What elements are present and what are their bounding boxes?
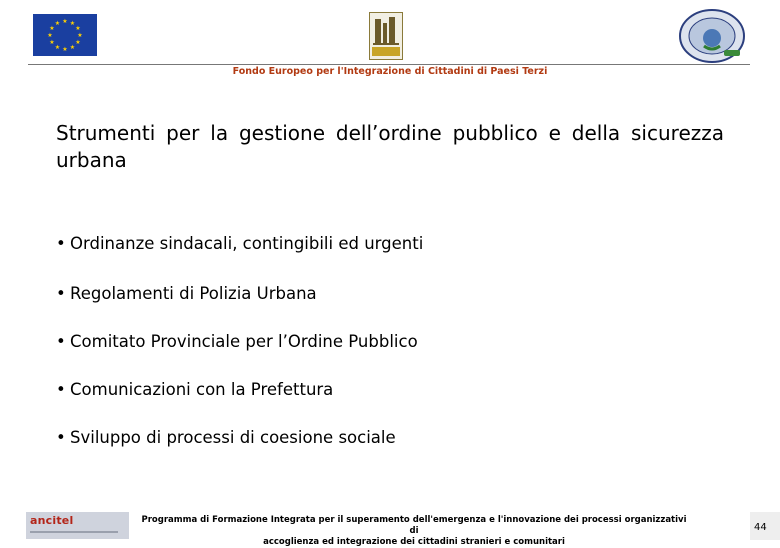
bullet-text: Comitato Provinciale per l’Ordine Pubblico xyxy=(70,332,418,351)
anci-logo-band xyxy=(372,47,400,56)
svg-text:★: ★ xyxy=(77,32,83,39)
svg-text:★: ★ xyxy=(54,44,61,51)
ancitel-logo: ancitel xyxy=(30,514,74,527)
bullet-dot: • xyxy=(56,234,66,253)
slide-title: Strumenti per la gestione dell’ordine pubblico e della sicurezza urbana xyxy=(56,121,724,172)
bullet-text: Ordinanze sindacali, contingibili ed urgenti xyxy=(70,234,424,253)
eu-flag-icon xyxy=(33,14,97,56)
svg-text:★: ★ xyxy=(69,20,76,27)
anci-logo-icon xyxy=(369,12,403,60)
bullet-text: Regolamenti di Polizia Urbana xyxy=(70,284,317,303)
footer-program-text xyxy=(136,515,692,548)
page-number: 44 xyxy=(754,522,767,533)
institutional-seal-icon xyxy=(678,8,746,64)
bullet-text: Sviluppo di processi di coesione sociale xyxy=(70,428,396,447)
bullet-item xyxy=(56,284,317,303)
fund-title: Fondo Europeo per l'Integrazione di Cittadini di Paesi Terzi xyxy=(232,66,548,77)
svg-text:★: ★ xyxy=(62,18,68,25)
svg-text:★: ★ xyxy=(62,46,68,53)
footer-line-1: Programma di Formazione Integrata per il superamento dell'emergenza e l'innovazione dei processi organizzativi di xyxy=(141,515,687,536)
bullet-item xyxy=(56,234,423,253)
bullet-item xyxy=(56,332,418,351)
bullet-item xyxy=(56,428,396,447)
ancitel-logo-tagline-icon xyxy=(30,529,120,537)
svg-text:★: ★ xyxy=(49,25,55,32)
header-divider xyxy=(28,64,750,65)
bullet-dot: • xyxy=(56,380,66,399)
bullet-dot: • xyxy=(56,284,66,303)
bullet-dot: • xyxy=(56,428,66,447)
svg-text:★: ★ xyxy=(49,39,55,46)
svg-text:★: ★ xyxy=(75,39,81,46)
bullet-item xyxy=(56,380,333,399)
bullet-dot: • xyxy=(56,332,66,351)
footer-line-2: accoglienza ed integrazione dei cittadini stranieri e comunitari xyxy=(263,537,565,547)
svg-text:★: ★ xyxy=(47,32,53,39)
bullet-text: Comunicazioni con la Prefettura xyxy=(70,380,334,399)
svg-text:★: ★ xyxy=(69,44,76,51)
svg-text:★: ★ xyxy=(75,25,81,32)
svg-text:★: ★ xyxy=(54,20,61,27)
